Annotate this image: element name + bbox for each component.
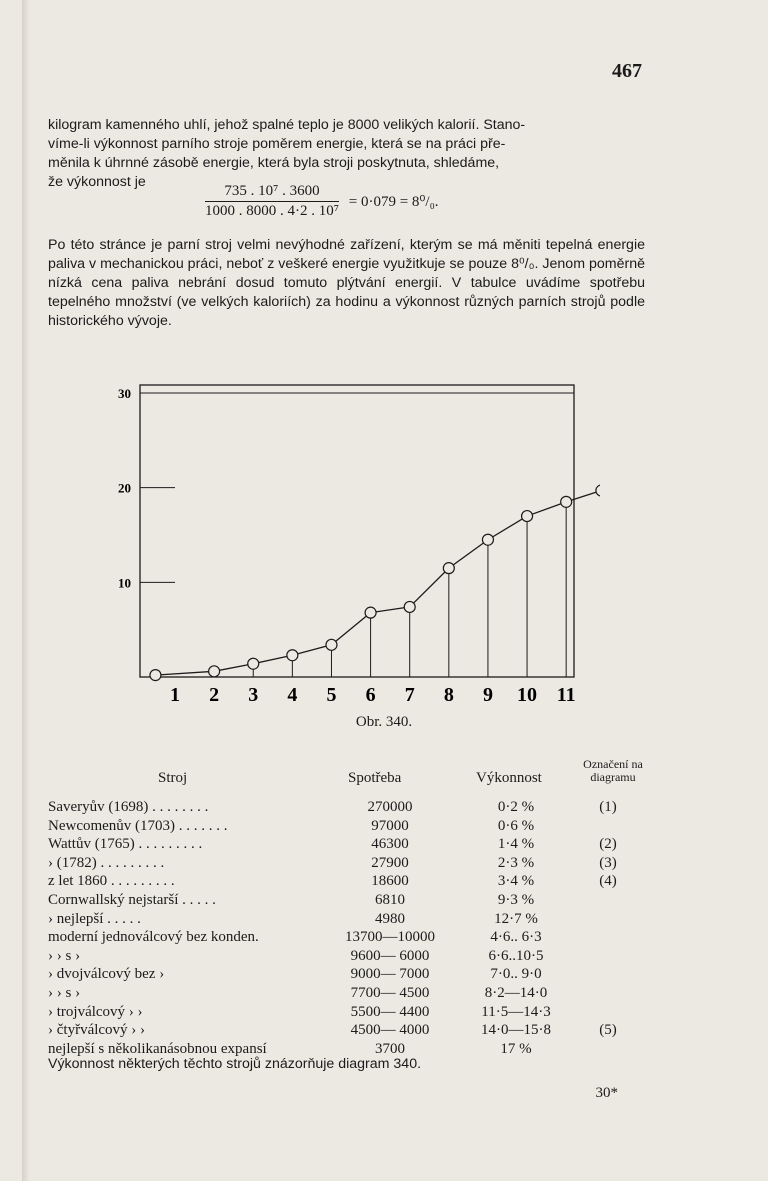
row-name: Saveryův (1698) . . . . . . . . [48, 799, 209, 815]
row-consumption: 7700— 4500 [350, 985, 430, 1001]
row-efficiency: 4·6.. 6·3 [490, 929, 542, 946]
table-row [48, 855, 688, 873]
table-row [48, 929, 688, 947]
row-consumption: 6810 [375, 892, 405, 908]
header-spotreba: Spotřeba [348, 770, 402, 786]
table-row [48, 799, 688, 817]
row-efficiency: 14·0—15·8 [481, 1022, 551, 1039]
row-diagram: (4) [599, 873, 617, 890]
paragraph-1-line: že výkonnost je [48, 174, 146, 190]
row-efficiency: 9·3 % [497, 892, 535, 908]
data-point [365, 607, 376, 618]
table-row [48, 948, 688, 966]
data-point [209, 666, 220, 677]
table-row [48, 1004, 688, 1022]
data-point [596, 485, 600, 496]
efficiency-line [155, 491, 600, 676]
row-consumption: 5500— 4400 [350, 1003, 430, 1020]
paragraph-1-line: kilogram kamenného uhlí, jehož spalné teplo je 8000 velikých kalorií. Stano- [48, 117, 526, 133]
data-point [522, 511, 533, 522]
table-row [48, 911, 688, 929]
row-efficiency: 17 % [500, 1040, 532, 1057]
row-efficiency: 0·2 % [497, 799, 535, 815]
row-name: › (1782) . . . . . . . . . [48, 854, 165, 871]
data-point [326, 639, 337, 650]
table-row [48, 892, 688, 910]
row-consumption: 46300 [371, 836, 409, 853]
row-efficiency: 7·0.. 9·0 [490, 966, 542, 983]
x-tick-label: 10 [517, 684, 538, 705]
row-efficiency: 2·3 % [497, 854, 535, 871]
paragraph-1-line: měnila k úhrnné zásobě energie, která byla stroji poskytnuta, shledáme, [48, 155, 500, 171]
table-row [48, 818, 688, 836]
efficiency-formula [205, 183, 439, 220]
row-efficiency: 0·6 % [497, 817, 535, 834]
x-tick-label: 9 [482, 684, 493, 705]
page-number: 467 [612, 60, 642, 82]
row-consumption: 13700—10000 [345, 929, 435, 946]
row-name: › › s › [48, 985, 81, 1001]
row-consumption: 3700 [375, 1040, 405, 1057]
data-point [150, 670, 161, 681]
paragraph-1 [48, 116, 645, 192]
table-row [48, 1022, 688, 1040]
row-efficiency: 6·6..10·5 [488, 947, 544, 964]
row-name: Cornwallský nejstarší . . . . . [48, 892, 216, 908]
paragraph-2: Po této stránce je parní stroj velmi nevýhodné zařízení, kterým se má měniti tepelná energie paliva v mechanickou práci, neboť z veškeré energie využitkuje se pouze 8⁰/₀. Jenom poměrně nízká cena paliva nebrání dosud tomuto plýtvání energií. V tabulce uvádíme spotřebu tepelného množství (ve velkých kaloriích) za hodinu a výkonnost různých parních strojů podle historického vývoje. [48, 237, 645, 329]
row-diagram: (2) [599, 836, 617, 853]
row-name: Newcomenův (1703) . . . . . . . [48, 817, 228, 834]
data-point [287, 650, 298, 661]
table-row [48, 836, 688, 854]
x-tick-label: 3 [248, 684, 259, 705]
row-diagram: (3) [599, 854, 617, 871]
row-diagram: (1) [599, 799, 617, 815]
row-name: › trojválcový › › [48, 1003, 143, 1020]
x-tick-label: 5 [326, 684, 337, 705]
row-consumption: 9000— 7000 [350, 966, 430, 983]
x-tick-label: 1 [170, 684, 180, 705]
table-row [48, 873, 688, 891]
row-efficiency: 11·5—14·3 [481, 1003, 551, 1020]
x-tick-label: 8 [443, 684, 454, 705]
row-consumption: 4500— 4000 [350, 1022, 430, 1039]
x-tick-label: 7 [404, 684, 415, 705]
header-stroj: Stroj [158, 770, 188, 786]
x-tick-label: 2 [209, 684, 220, 705]
row-consumption: 270000 [367, 799, 413, 815]
footer-sentence: Výkonnost některých těchto strojů znázorňuje diagram 340. [48, 1056, 422, 1072]
formula-fraction [205, 183, 339, 220]
page-edge [22, 0, 30, 1181]
signature-mark: 30* [595, 1085, 618, 1101]
row-name: › dvojválcový bez › [48, 966, 165, 983]
formula-numerator: 735 . 10⁷ . 3600 [205, 183, 339, 202]
row-efficiency: 12·7 % [494, 910, 538, 927]
header-vykonnost: Výkonnost [476, 770, 542, 786]
row-consumption: 27900 [371, 854, 409, 871]
row-diagram: (5) [599, 1022, 617, 1039]
row-name: › › s › [48, 947, 81, 964]
x-tick-label: 6 [365, 684, 376, 705]
efficiency-chart-svg [100, 345, 600, 705]
row-name: nejlepší s několikanásobnou expansí [48, 1040, 267, 1057]
row-name: moderní jednoválcový bez konden. [48, 929, 259, 946]
row-name: › čtyřválcový › › [48, 1022, 146, 1039]
y-tick-label: 20 [118, 480, 131, 496]
table-row [48, 966, 688, 984]
data-point [404, 601, 415, 612]
row-efficiency: 3·4 % [497, 873, 535, 890]
row-efficiency: 8·2—14·0 [484, 985, 548, 1001]
y-tick-label: 30 [118, 386, 131, 401]
row-name: Wattův (1765) . . . . . . . . . [48, 836, 203, 853]
x-tick-label: 4 [287, 684, 298, 705]
paragraph-1-line: víme-li výkonnost parního stroje poměrem energie, která se na práci pře- [48, 136, 506, 152]
row-consumption: 9600— 6000 [350, 947, 430, 964]
table-row [48, 985, 688, 1003]
header-oznaceni: Označení na diagramu [583, 757, 643, 784]
row-name: › nejlepší . . . . . [48, 910, 141, 927]
formula-denominator: 1000 . 8000 . 4·2 . 10⁷ [205, 203, 339, 219]
row-name: z let 1860 . . . . . . . . . [48, 873, 175, 890]
row-consumption: 18600 [371, 873, 409, 890]
row-efficiency: 1·4 % [497, 836, 535, 853]
data-point [443, 563, 454, 574]
row-consumption: 97000 [371, 817, 409, 834]
data-point [248, 658, 259, 669]
data-point [482, 534, 493, 545]
chart-frame [140, 385, 574, 677]
row-consumption: 4980 [375, 910, 405, 927]
efficiency-chart [100, 345, 600, 705]
y-tick-label: 10 [118, 575, 131, 591]
data-point [561, 496, 572, 507]
formula-result: = 0·079 = 8⁰/₀. [348, 194, 439, 210]
x-tick-label: 11 [556, 684, 576, 705]
figure-caption: Obr. 340. [355, 714, 413, 730]
